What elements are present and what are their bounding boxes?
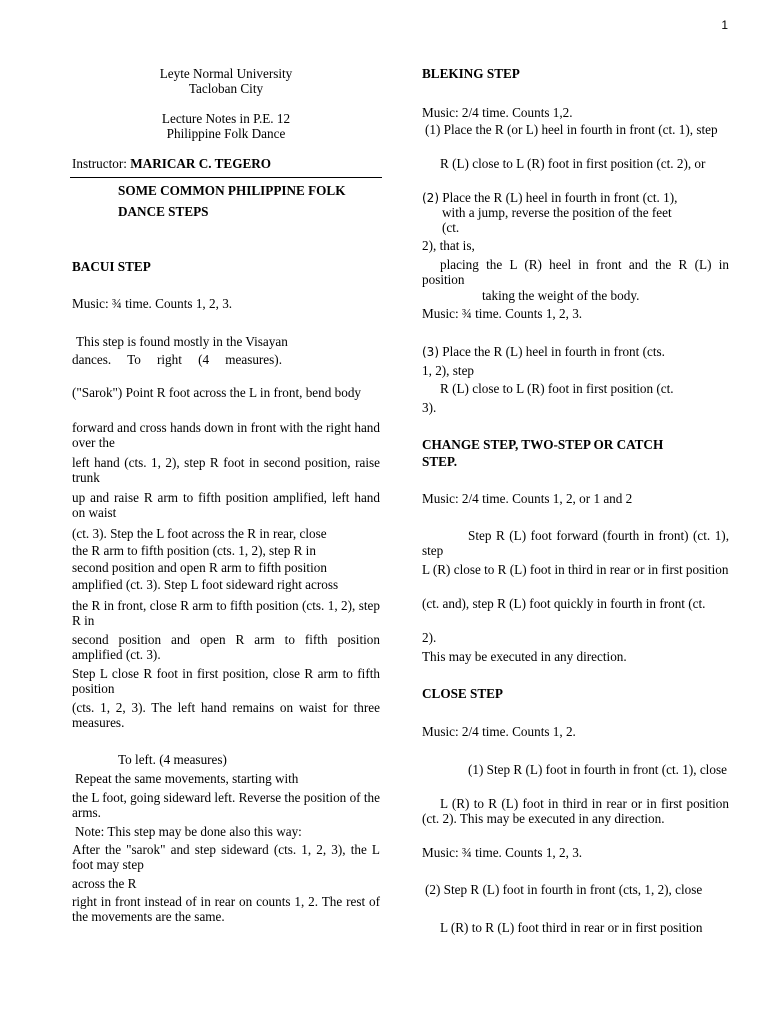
- bleking-line: (1) Place the R (or L) heel in fourth in front (ct. 1), step: [425, 122, 718, 137]
- bacui-line: right in front instead of in rear on counts 1, 2. The rest of the movements are the same.: [72, 894, 380, 924]
- bleking-line: 3).: [422, 400, 437, 415]
- bleking-line: [422, 190, 729, 206]
- document-title-line1: SOME COMMON PHILIPPINE FOLK: [118, 183, 346, 198]
- bacui-line: left hand (cts. 1, 2), step R foot in second position, raise trunk: [72, 455, 380, 485]
- bleking-line: 2), that is,: [422, 238, 475, 253]
- bleking-line: [422, 344, 729, 360]
- change-step-heading: CHANGE STEP, TWO-STEP OR CATCH: [422, 437, 664, 452]
- university-city: Tacloban City: [188, 81, 264, 96]
- bleking-line: 1, 2), step: [422, 363, 475, 378]
- bacui-line: ("Sarok") Point R foot across the L in front, bend body: [72, 385, 362, 400]
- item-number: (2): [422, 191, 439, 205]
- page-number: 1: [721, 18, 728, 32]
- close-step-line: L (R) to R (L) foot in third in rear or in first position (ct. 2). This may be executed in any direction.: [422, 796, 729, 826]
- bleking-heading: BLEKING STEP: [422, 66, 520, 81]
- instructor-label: Instructor:: [72, 156, 127, 171]
- course-title: Lecture Notes in P.E. 12: [161, 111, 291, 126]
- change-step-heading: STEP.: [422, 454, 458, 469]
- bacui-line: After the "sarok" and step sideward (cts. 1, 2, 3), the L foot may step: [72, 842, 380, 872]
- bacui-line: Repeat the same movements, starting with: [75, 771, 299, 786]
- bleking-line: placing the L (R) heel in front and the R (L) in position: [422, 257, 729, 287]
- document-title-line2: DANCE STEPS: [118, 204, 209, 219]
- close-step-line: (2) Step R (L) foot in fourth in front (cts, 1, 2), close: [425, 882, 703, 897]
- change-step-music: Music: 2/4 time. Counts 1, 2, or 1 and 2: [422, 491, 633, 506]
- instructor-line: [72, 156, 380, 171]
- bleking-line: with a jump, reverse the position of the feet: [442, 205, 672, 220]
- subject-title: Philippine Folk Dance: [166, 126, 286, 141]
- bacui-line: up and raise R arm to fifth position amplified, left hand on waist: [72, 490, 380, 520]
- bacui-line: the L foot, going sideward left. Reverse the position of the arms.: [72, 790, 380, 820]
- instructor-name: MARICAR C. TEGERO: [130, 156, 272, 171]
- close-step-line: (1) Step R (L) foot in fourth in front (ct. 1), close: [468, 762, 727, 777]
- close-step-music: Music: ¾ time. Counts 1, 2, 3.: [422, 845, 583, 860]
- change-step-line: 2).: [422, 630, 437, 645]
- close-step-line: L (R) to R (L) foot third in rear or in first position: [440, 920, 703, 935]
- bacui-line: (ct. 3). Step the L foot across the R in rear, close: [72, 526, 327, 541]
- bacui-line: Note: This step may be done also this way:: [75, 824, 302, 839]
- close-step-heading: CLOSE STEP: [422, 686, 503, 701]
- item-number: (3): [422, 345, 439, 359]
- bleking-line: R (L) close to L (R) foot in first position (ct. 2), or: [440, 156, 706, 171]
- bacui-heading: BACUI STEP: [72, 259, 151, 274]
- header-divider: [70, 177, 382, 178]
- bacui-line: amplified (ct. 3). Step L foot sideward right across: [72, 577, 339, 592]
- bacui-line: Step L close R foot in first position, close R arm to fifth position: [72, 666, 380, 696]
- bacui-line: across the R: [72, 876, 137, 891]
- bacui-line: forward and cross hands down in front with the right hand over the: [72, 420, 380, 450]
- bacui-line: second position and open R arm to fifth position: [72, 560, 327, 575]
- bleking-music: Music: ¾ time. Counts 1, 2, 3.: [422, 306, 583, 321]
- bleking-text: Place the R (L) heel in fourth in front (ct. 1),: [439, 190, 678, 205]
- bacui-line: To left. (4 measures): [118, 752, 227, 767]
- bacui-line: the R arm to fifth position (cts. 1, 2), step R in: [72, 543, 316, 558]
- bleking-text: Place the R (L) heel in fourth in front (cts.: [439, 344, 665, 359]
- bacui-line: second position and open R arm to fifth position amplified (ct. 3).: [72, 632, 380, 662]
- bleking-line: taking the weight of the body.: [482, 288, 640, 303]
- university-name: Leyte Normal University: [159, 66, 293, 81]
- bleking-line: (ct.: [442, 220, 460, 235]
- bacui-music: Music: ¾ time. Counts 1, 2, 3.: [72, 296, 233, 311]
- bacui-line: This step is found mostly in the Visayan: [76, 334, 288, 349]
- bacui-line: dances. To right (4 measures).: [72, 352, 282, 367]
- change-step-line: Step R (L) foot forward (fourth in front) (ct. 1), step: [422, 528, 729, 558]
- close-step-music: Music: 2/4 time. Counts 1, 2.: [422, 724, 576, 739]
- bacui-line: the R in front, close R arm to fifth position (cts. 1, 2), step R in: [72, 598, 380, 628]
- change-step-line: L (R) close to R (L) foot in third in rear or in first position: [422, 562, 729, 577]
- change-step-line: This may be executed in any direction.: [422, 649, 627, 664]
- change-step-line: (ct. and), step R (L) foot quickly in fourth in front (ct.: [422, 596, 706, 611]
- bleking-music: Music: 2/4 time. Counts 1,2.: [422, 105, 573, 120]
- bleking-line: R (L) close to L (R) foot in first position (ct.: [440, 381, 674, 396]
- bacui-line: (cts. 1, 2, 3). The left hand remains on waist for three measures.: [72, 700, 380, 730]
